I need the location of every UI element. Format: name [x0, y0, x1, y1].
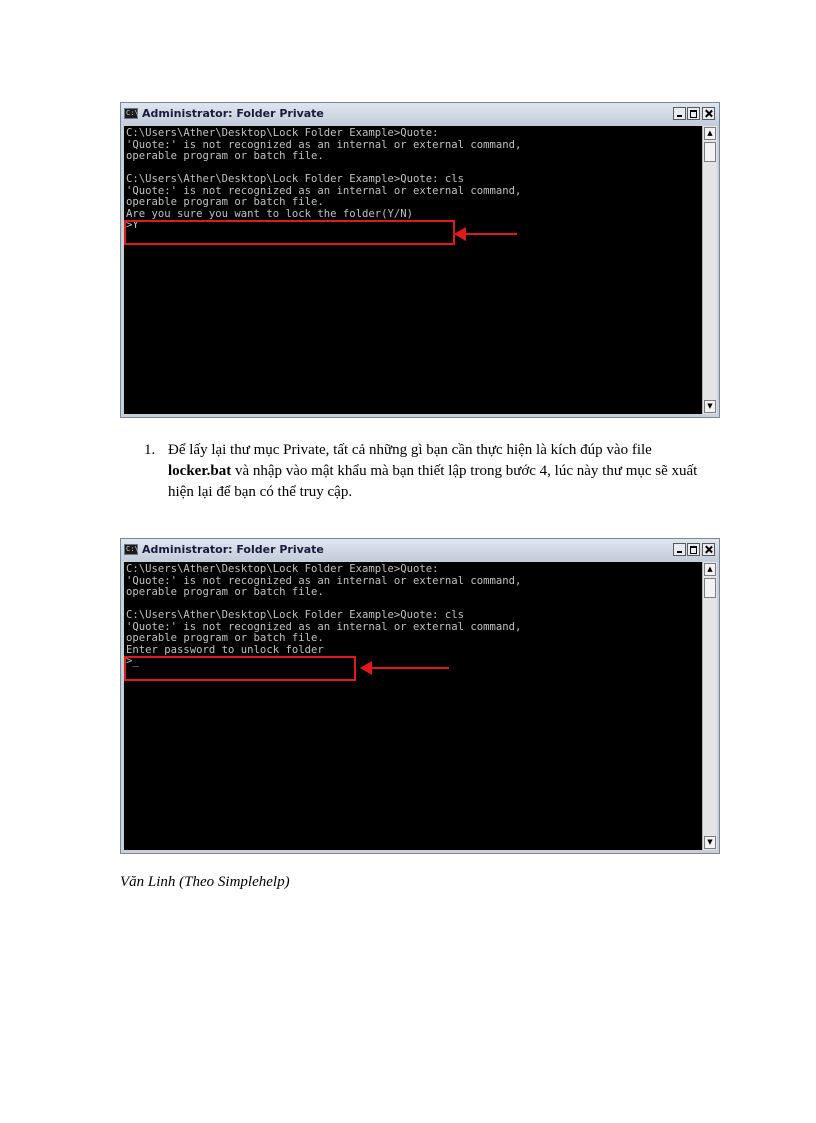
scroll-up-icon[interactable]: ▲	[704, 127, 716, 140]
window-title: Administrator: Folder Private	[142, 107, 324, 120]
console-output[interactable]	[124, 126, 702, 414]
console-line: Enter password to unlock folder	[126, 643, 324, 656]
window-titlebar	[121, 103, 719, 125]
vertical-scrollbar[interactable]	[702, 562, 717, 850]
console-line: C:\Users\Ather\Desktop\Lock Folder Example>Quote:	[126, 563, 439, 575]
window-titlebar	[121, 539, 719, 561]
maximize-icon[interactable]	[687, 107, 700, 120]
author-caption: Văn Linh (Theo Simplehelp)	[120, 874, 290, 890]
scroll-down-icon[interactable]: ▼	[704, 836, 716, 849]
instruction-text-part: Để lấy lại thư mục Private, tất cả những gì bạn cần thực hiện là kích đúp vào file	[168, 442, 652, 458]
list-number: 1.	[144, 442, 156, 458]
scroll-thumb[interactable]	[704, 578, 716, 598]
console-line: 'Quote:' is not recognized as an internal or external command,	[126, 620, 522, 633]
close-icon[interactable]	[702, 107, 715, 120]
console-line: operable program or batch file.	[126, 150, 324, 162]
cmd-window-lock	[120, 102, 720, 418]
maximize-icon[interactable]	[687, 543, 700, 556]
console-line: C:\Users\Ather\Desktop\Lock Folder Example>Quote: cls	[126, 609, 465, 621]
highlight-box	[124, 656, 356, 681]
window-title: Administrator: Folder Private	[142, 543, 324, 556]
instruction-text	[168, 440, 704, 503]
minimize-icon[interactable]	[673, 107, 686, 120]
close-icon[interactable]	[702, 543, 715, 556]
highlight-box	[124, 220, 455, 245]
scroll-thumb[interactable]	[704, 142, 716, 162]
arrow-left-icon	[464, 233, 517, 235]
file-name: locker.bat	[168, 463, 232, 479]
console-line: operable program or batch file.	[126, 586, 324, 598]
arrow-left-icon	[370, 667, 449, 669]
console-line: >_	[126, 655, 139, 667]
minimize-icon[interactable]	[673, 543, 686, 556]
console-line: >Y	[126, 219, 139, 231]
console-line: operable program or batch file.	[126, 196, 324, 208]
console-line: C:\Users\Ather\Desktop\Lock Folder Example>Quote: cls	[126, 173, 465, 185]
scroll-down-icon[interactable]: ▼	[704, 400, 716, 413]
console-line: 'Quote:' is not recognized as an internal or external command,	[126, 184, 522, 197]
console-line: Are you sure you want to lock the folder(Y/N)	[126, 207, 414, 220]
instruction-step	[144, 440, 704, 503]
cmd-icon: C:\	[126, 545, 139, 553]
cmd-window-unlock	[120, 538, 720, 854]
instruction-text-part: và nhập vào mật khẩu mà bạn thiết lập trong bước 4, lúc này thư mục sẽ xuất hiện lại để bạn có thể truy cập.	[168, 463, 698, 500]
console-line: operable program or batch file.	[126, 632, 324, 644]
cmd-icon: C:\	[126, 109, 139, 117]
console-output[interactable]	[124, 562, 702, 850]
console-line: 'Quote:' is not recognized as an internal or external command,	[126, 138, 522, 151]
scroll-up-icon[interactable]: ▲	[704, 563, 716, 576]
vertical-scrollbar[interactable]	[702, 126, 717, 414]
console-line: C:\Users\Ather\Desktop\Lock Folder Example>Quote:	[126, 127, 439, 139]
console-line: 'Quote:' is not recognized as an internal or external command,	[126, 574, 522, 587]
